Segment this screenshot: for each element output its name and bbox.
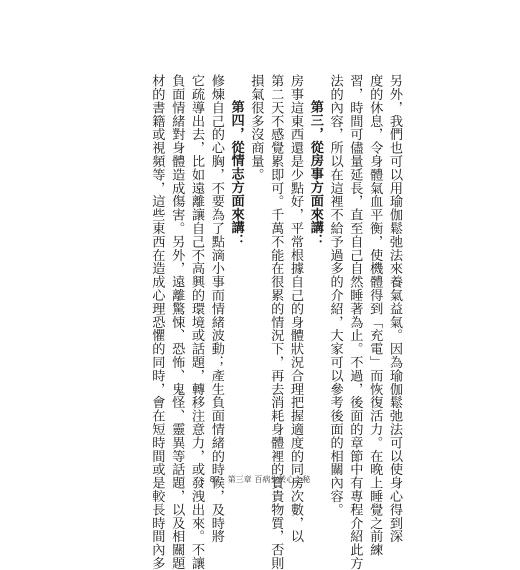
text-column: 修煉自己的心胸，不要為了點滴小事而情緒波動；產生負面情緒的時候，及時將 xyxy=(208,74,224,543)
text-column: 法的內容，所以在這裡不給予過多的介紹，大家可以參考後面的相關內容。 xyxy=(327,74,343,517)
text-column: 損氣很多沒商量。 xyxy=(248,74,264,182)
text-column: 它疏導出去，比如遠離讓自己不高興的環境或話題，轉移注意力，或發洩出來。不讓 xyxy=(189,74,204,570)
section-heading: 第三，從房事方面來講： xyxy=(307,100,323,248)
text-column: 房事這東西還是少點好，平常根據自己的身體狀況合理把握適度的同房次數，以 xyxy=(288,74,303,543)
page-footer: 87．第三章 百病生於心之秘 xyxy=(209,475,311,484)
text-column: 材的書籍或視頻等，這些東西在造成心理恐懼的同時，會在短時間或是較長時間內多 xyxy=(149,74,165,570)
text-column: 習，時間可儘量延長，直至自己自然睡著為止。不過，後面的章節中有專程介紹此方 xyxy=(347,74,363,570)
section-heading: 第四，從情志方面來講： xyxy=(228,100,244,248)
text-column: 負面情緒對身體造成傷害。另外，遠離驚悚、恐怖、鬼怪、靈異等話題，以及相關題 xyxy=(169,74,185,570)
text-column: 第二天不感覺累即可。千萬不能在很累的情況下，再去消耗身體裡的寶貴物質，否則 xyxy=(268,74,284,570)
text-column: 度的休息，令身體氣血平衡，使機體得到「充電」而恢復活力。在晚上睡覺之前練 xyxy=(367,74,383,557)
text-column: 另外，我們也可以用瑜伽鬆弛法來養氣益氣。因為瑜伽鬆弛法可以使身心得到深 xyxy=(387,74,402,543)
